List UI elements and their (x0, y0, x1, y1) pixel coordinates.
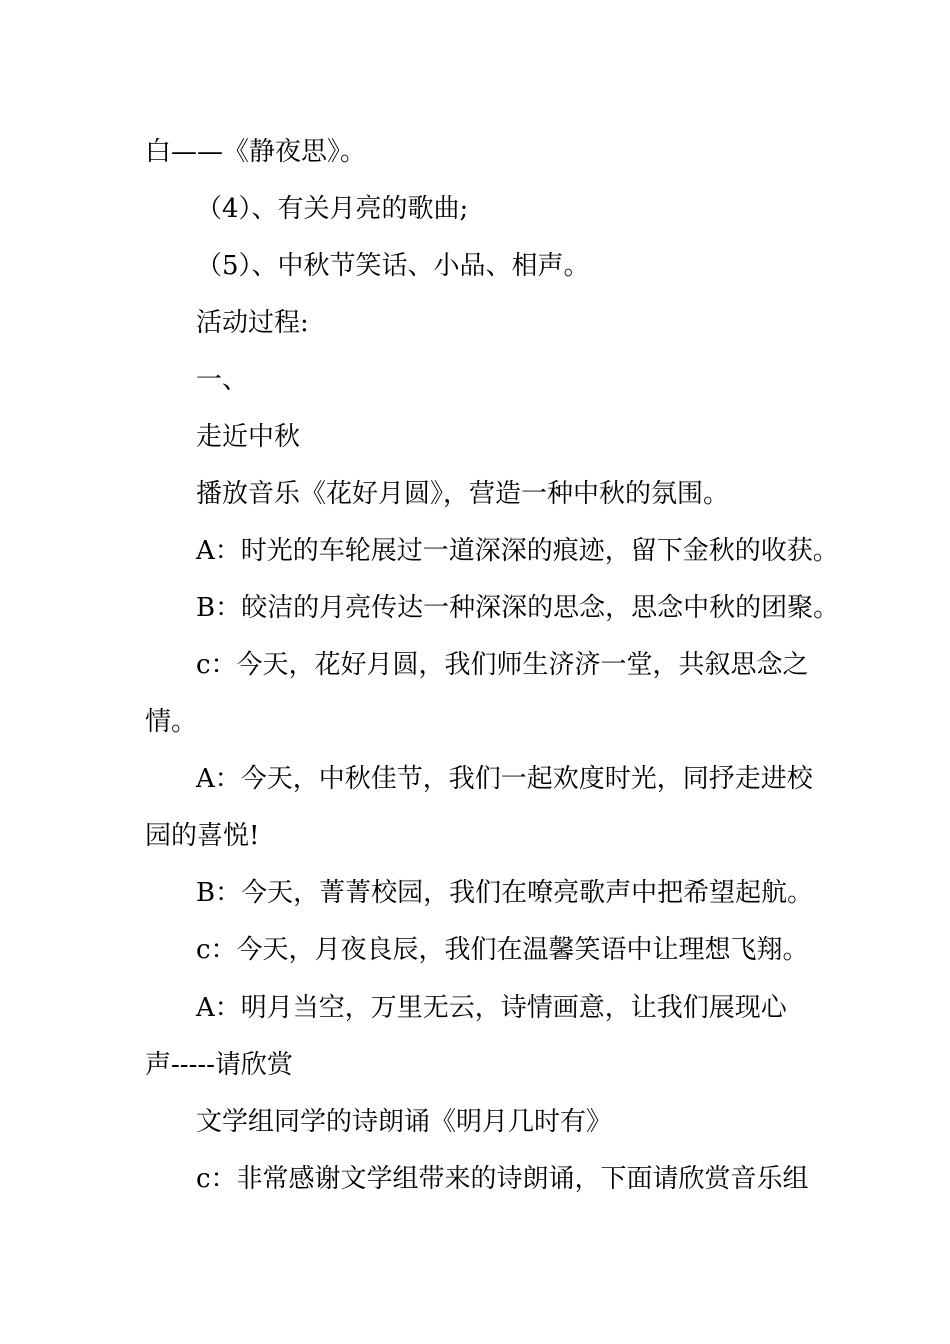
dialogue-line-continuation: 情。 (145, 707, 198, 737)
dialogue-line: c：今天，花好月圆，我们师生济济一堂，共叙思念之 (196, 650, 809, 680)
paragraph: 播放音乐《花好月圆》，营造一种中秋的氛围。 (196, 479, 730, 509)
dialogue-line: A：时光的车轮展过一道深深的痕迹，留下金秋的收获。 (196, 536, 839, 566)
section-title: 走近中秋 (196, 422, 301, 452)
section-heading-process: 活动过程: (196, 308, 309, 338)
dialogue-line: B：皎洁的月亮传达一种深深的思念，思念中秋的团聚。 (196, 593, 840, 623)
dialogue-line: A：今天，中秋佳节，我们一起欢度时光，同抒走进校 (196, 764, 813, 794)
paragraph: 文学组同学的诗朗诵《明月几时有》 (196, 1107, 613, 1137)
dialogue-line: c：非常感谢文学组带来的诗朗诵，下面请欣赏音乐组 (196, 1164, 809, 1194)
dialogue-line: A：明月当空，万里无云，诗情画意，让我们展现心 (196, 993, 787, 1023)
dialogue-line: B：今天，菁菁校园，我们在嘹亮歌声中把希望起航。 (196, 878, 814, 908)
list-item-4: （4）、有关月亮的歌曲; (196, 194, 469, 224)
dialogue-line: c：今天，月夜良辰，我们在温馨笑语中让理想飞翔。 (196, 935, 809, 965)
dialogue-line-continuation: 声-----请欣赏 (145, 1050, 293, 1080)
dialogue-line-continuation: 园的喜悦! (145, 821, 260, 851)
list-item-5: （5）、中秋节笑话、小品、相声。 (196, 251, 590, 281)
text-line: 白——《静夜思》。 (145, 137, 367, 167)
section-number: 一、 (196, 365, 249, 395)
